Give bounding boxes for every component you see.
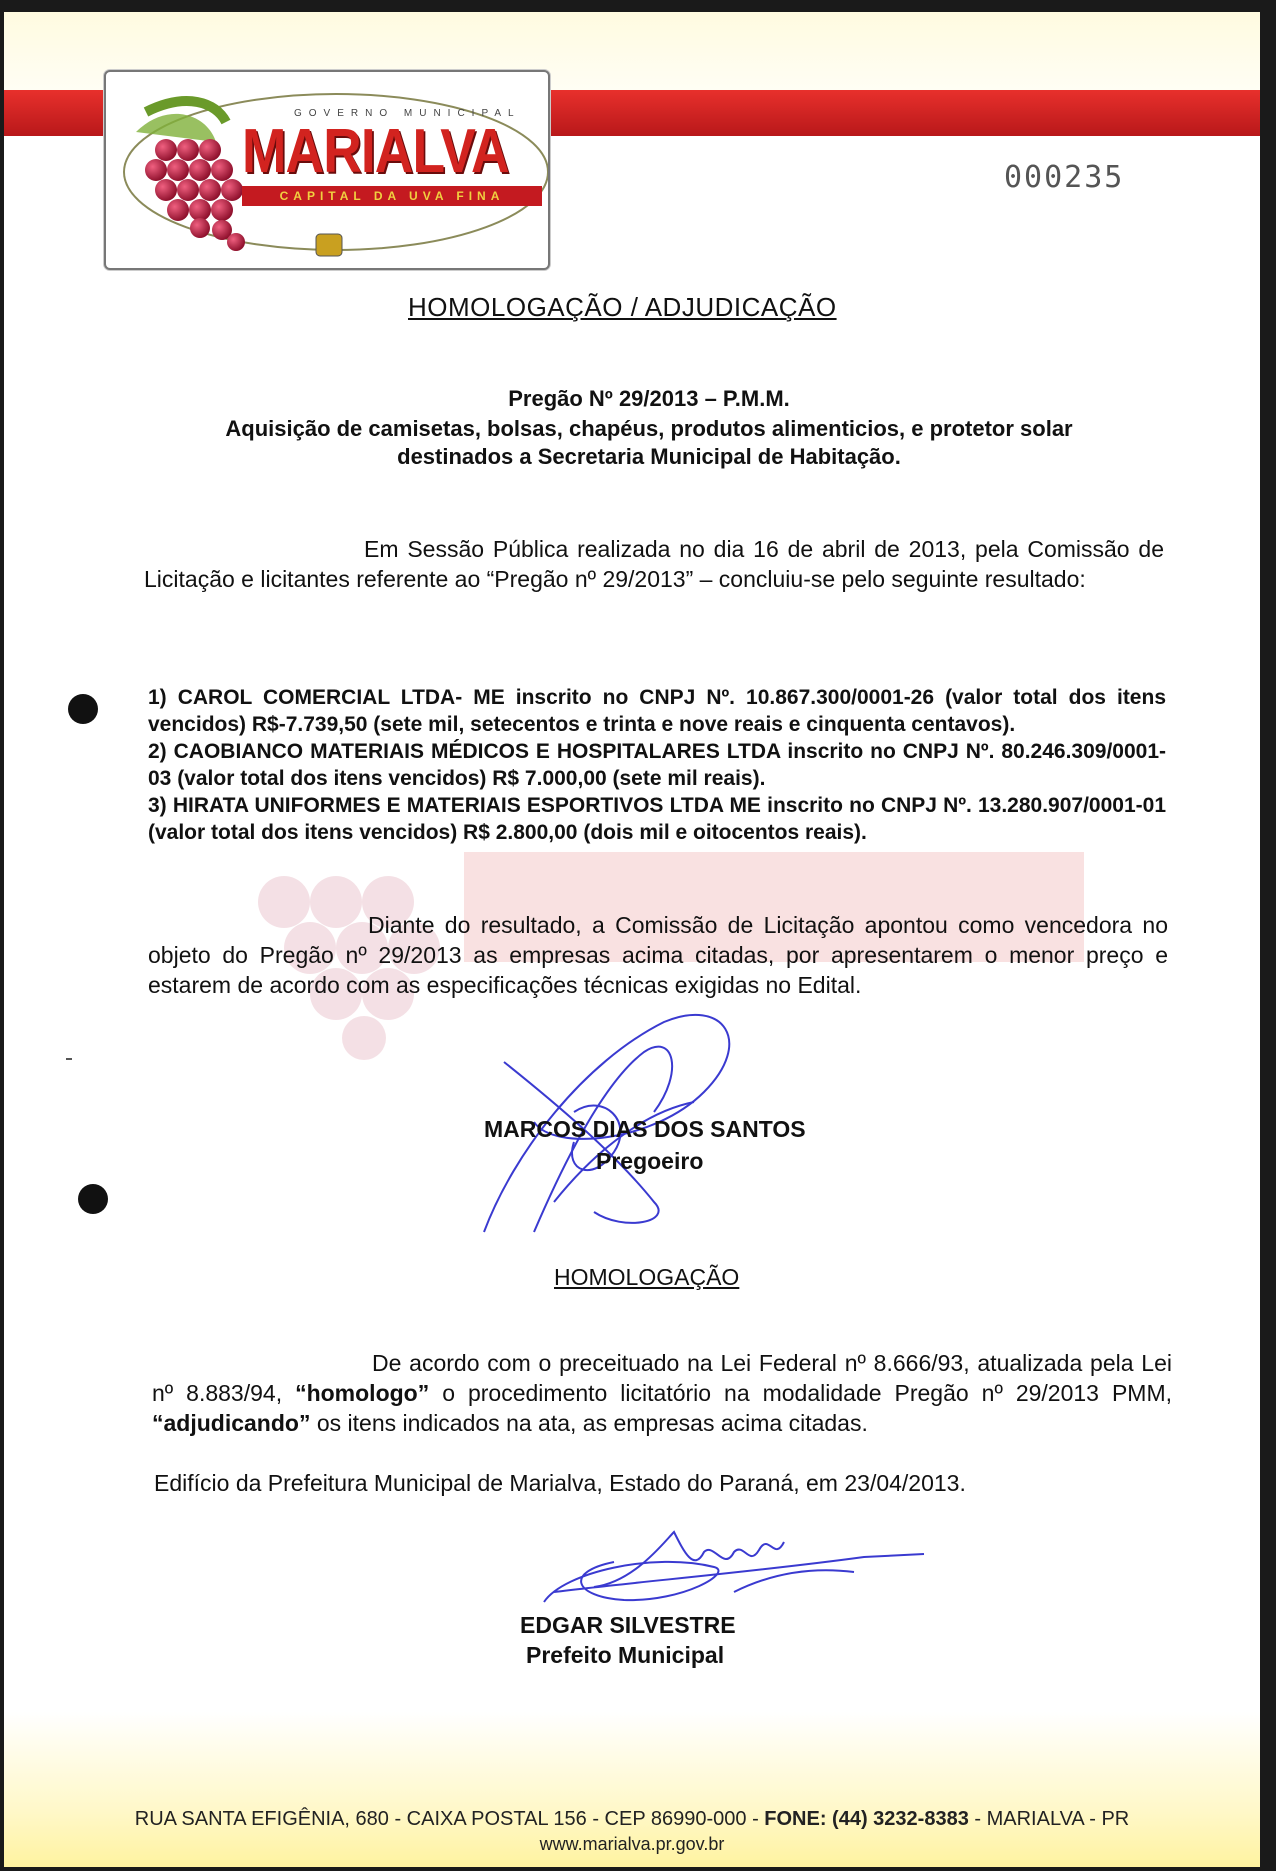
object-line-2: destinados a Secretaria Municipal de Habitação. (397, 444, 901, 469)
place-date: Edifício da Prefeitura Municipal de Marialva, Estado do Paraná, em 23/04/2013. (154, 1470, 966, 1496)
homologacao-paragraph (152, 1348, 1172, 1438)
footer-website: www.marialva.pr.gov.br (539, 1834, 725, 1854)
homologacao-text-2: o procedimento licitatório na modalidade Pregão nº 29/2013 PMM, (429, 1380, 1172, 1406)
signer2-role: Prefeito Municipal (526, 1642, 725, 1668)
homologacao-title: HOMOLOGAÇÃO (554, 1264, 740, 1290)
intro-paragraph: Em Sessão Pública realizada no dia 16 de abril de 2013, pela Comissão de Licitação e licitantes referente ao “Pregão nº 29/2013” – concluiu-se pelo seguinte resultado: (144, 536, 1164, 592)
logo-top-text: GOVERNO MUNICIPAL (294, 108, 521, 119)
signer1-role: Pregoeiro (596, 1148, 704, 1174)
page-number-stamp: 000235 (1004, 160, 1125, 195)
homologacao-text-3: os itens indicados na ata, as empresas acima citadas. (310, 1410, 868, 1436)
signer2-name: EDGAR SILVESTRE (520, 1612, 736, 1638)
footer-address-1: RUA SANTA EFIGÊNIA, 680 - CAIXA POSTAL 156 - CEP 86990-000 - (134, 1808, 765, 1830)
result-item: 3) HIRATA UNIFORMES E MATERIAIS ESPORTIVOS LTDA ME inscrito no CNPJ Nº. 13.280.907/0001-01 (valor total dos itens vencidos) R$ 2.800,00 (dois mil e oitocentos reais). (148, 794, 1166, 844)
margin-mark (66, 1058, 72, 1060)
punch-hole-top (68, 694, 98, 724)
signer1-name: MARCOS DIAS DOS SANTOS (484, 1116, 806, 1142)
marialva-logo (104, 70, 550, 270)
footer-phone: FONE: (44) 3232-8383 (764, 1808, 969, 1830)
result-item: 2) CAOBIANCO MATERIAIS MÉDICOS E HOSPITALARES LTDA inscrito no CNPJ Nº. 80.246.309/0001-03 (valor total dos itens vencidos) R$ 7.000,00 (sete mil reais). (148, 740, 1166, 790)
result-item: 1) CAROL COMERCIAL LTDA- ME inscrito no CNPJ Nº. 10.867.300/0001-26 (valor total dos itens vencidos) R$-7.739,50 (sete mil, setecentos e trinta e nove reais e cinquenta centavos). (148, 686, 1166, 736)
adjudicando-term: “adjudicando” (152, 1410, 311, 1436)
footer-address (4, 1808, 1260, 1831)
logo-tagline: CAPITAL DA UVA FINA (242, 186, 542, 206)
object-line-1: Aquisição de camisetas, bolsas, chapéus, produtos alimenticios, e protetor solar (225, 416, 1073, 441)
footer-address-2: - MARIALVA - PR (968, 1808, 1130, 1830)
results-list (148, 684, 1166, 846)
logo-name: MARIALVA (242, 117, 509, 186)
document-page (4, 12, 1260, 1867)
document-title: HOMOLOGAÇÃO / ADJUDICAÇÃO (408, 292, 837, 322)
pregao-number: Pregão Nº 29/2013 – P.M.M. (508, 386, 790, 411)
homologo-term: “homologo” (295, 1380, 430, 1406)
conclusion-paragraph: Diante do resultado, a Comissão de Licitação apontou como vencedora no objeto do Pregão nº 29/2013 as empresas acima citadas, por apresentarem o menor preço e estarem de acordo com as especificações técnicas exigidas no Edital. (148, 912, 1168, 998)
mayor-signature (534, 1512, 934, 1622)
homologacao-text-1: De acordo com o preceituado na Lei Federal nº 8.666/93, atualizada pela Lei nº 8.883/94, (152, 1350, 1172, 1406)
punch-hole-bottom (78, 1184, 108, 1214)
